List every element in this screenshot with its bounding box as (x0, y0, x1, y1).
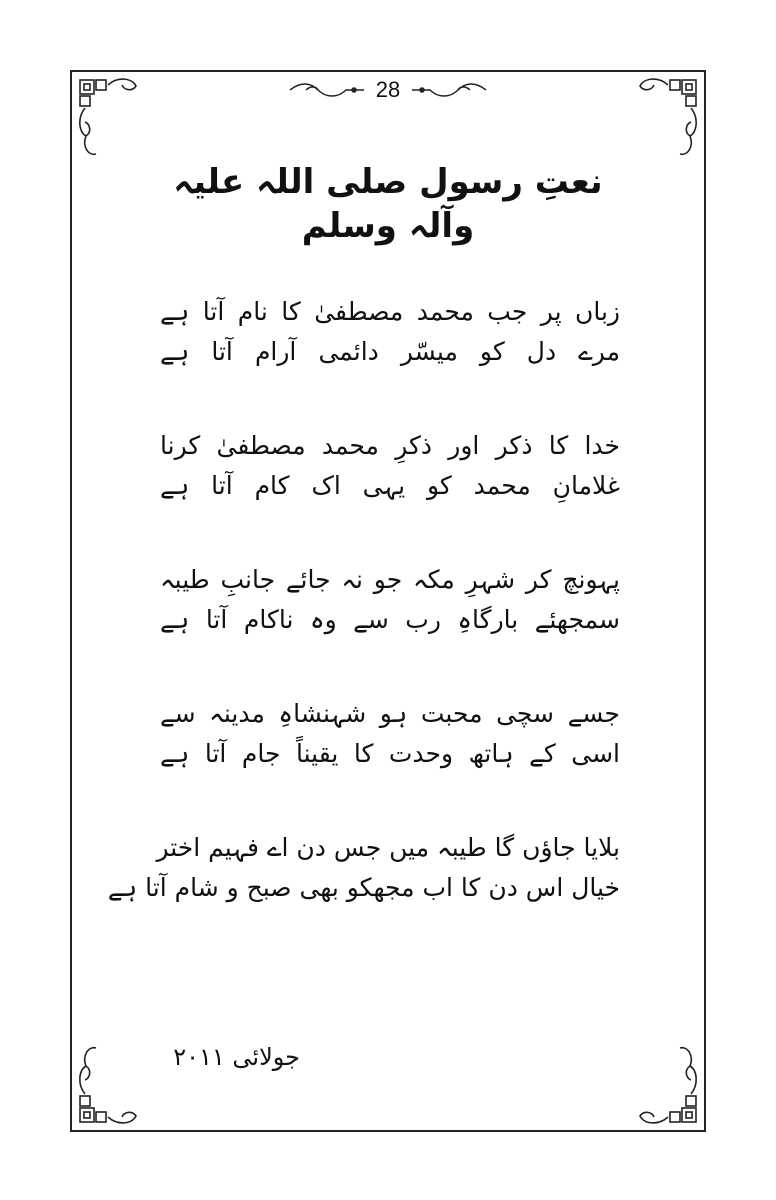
poem-line: مرے دل کو میسّر دائمی آرام آتا ہے (160, 337, 620, 366)
knot-flourish-icon (74, 1038, 154, 1128)
poem-line: پہونچ کر شہرِ مکہ جو نہ جائے جانبِ طیبہ (160, 565, 620, 594)
poem-line: بلایا جاؤں گا طیبہ میں جس دن اے فہیم اختر (156, 833, 620, 862)
corner-ornament-bottom-left (74, 1038, 154, 1128)
corner-ornament-bottom-right (622, 1038, 702, 1128)
stanza (107, 828, 620, 908)
page-header (0, 76, 776, 104)
poem (107, 292, 620, 962)
composition-date: جولائی ۲۰۱۱ (173, 1043, 300, 1071)
scroll-flourish-icon (288, 80, 366, 100)
stanza (160, 694, 620, 774)
poem-line: غلامانِ محمد کو یہی اک کام آتا ہے (160, 471, 620, 500)
page-title: نعتِ رسول صلی اللہ علیہ وآلہ وسلم (173, 162, 603, 246)
poem-line: سمجھئے بارگاہِ رب سے وہ ناکام آتا ہے (160, 605, 620, 634)
page-number: 28 (375, 77, 401, 102)
scroll-flourish-icon (410, 80, 488, 100)
poem-line: اسی کے ہاتھ وحدت کا یقیناً جام آتا ہے (160, 739, 620, 768)
poem-line: زباں پر جب محمد مصطفیٰ کا نام آتا ہے (160, 297, 620, 326)
poem-line: جسے سچی محبت ہو شہنشاہِ مدینہ سے (160, 699, 620, 728)
knot-flourish-icon (622, 1038, 702, 1128)
stanza (160, 560, 620, 640)
stanza (160, 292, 620, 372)
stanza (160, 426, 620, 506)
poem-line: خدا کا ذکر اور ذکرِ محمد مصطفیٰ کرنا (160, 431, 620, 460)
poem-line: خیال اس دن کا اب مجھکو بھی صبح و شام آتا ہے (107, 873, 620, 902)
